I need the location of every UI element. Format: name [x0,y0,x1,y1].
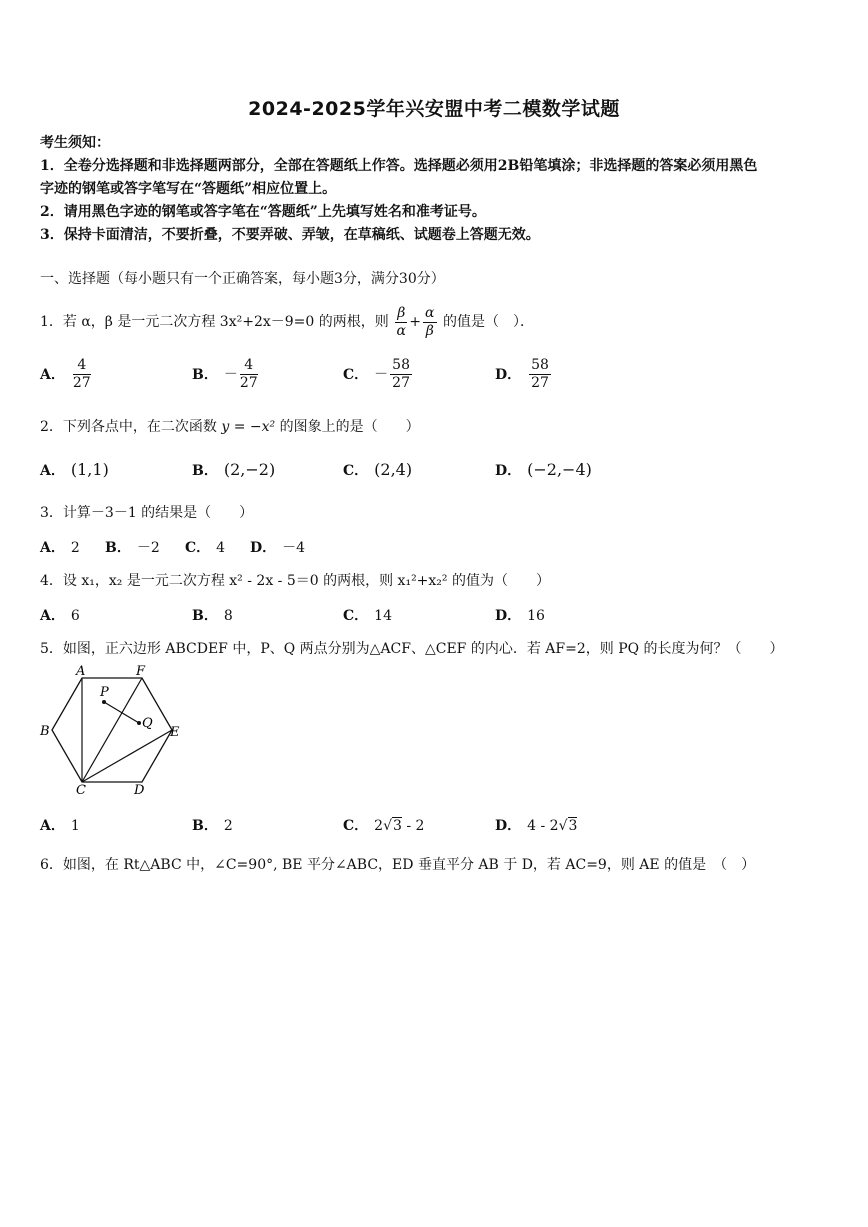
label-q: Q [142,716,153,731]
question-1: 1．若 α，β 是一元二次方程 3x²+2x－9=0 的两根，则 $\frac{\beta}{\alpha}$ + $\frac{\alpha}{\beta}$ 的值是（ ）． [40,304,534,339]
q4-option-b: B． 8 [192,608,233,624]
q4-option-a: A． 6 [40,608,80,624]
q3-option-b: B． －2 [105,540,160,556]
q5-option-a: A． 1 [40,818,80,834]
question-3: 3．计算－3－1 的结果是（ ） [40,505,254,521]
notice-item-3: 3．保持卡面清洁，不要折叠，不要弄破、弄皱，在草稿纸、试题卷上答题无效。 [40,227,540,243]
question-6: 6．如图，在 Rt△ABC 中，∠C=90°, BE 平分∠ABC，ED 垂直平分 AB 于 D，若 AC=9，则 AE 的值是 （ ） [40,857,756,873]
notice-heading: 考生须知： [40,135,110,151]
q1-option-b: B． － $\frac{4}{27}$ [192,357,258,391]
q4-option-d: D． 16 [495,608,545,624]
question-1-prefix: 1．若 α，β 是一元二次方程 3x²+2x－9=0 的两根，则 [40,314,389,330]
label-f: F [136,664,146,679]
segment-cf [82,678,142,782]
segment-pq [104,702,139,723]
q3-option-a: A． 2 [40,540,80,556]
notice-item-2: 2．请用黑色字迹的钢笔或答字笔在“答题纸”上先填写姓名和准考证号。 [40,204,486,220]
q2-option-a: A． (1,1) [40,460,109,479]
q2-option-d: D． (−2,−4) [495,460,592,479]
q2-option-c: C． (2,4) [343,460,413,479]
question-2: 2．下列各点中，在二次函数 y = −x² 的图象上的是（ ） [40,419,420,435]
label-e: E [170,725,180,740]
hexagon-figure [36,662,186,797]
q5-option-b: B． 2 [192,818,233,834]
question-1-suffix: 的值是（ ）． [442,314,534,330]
q1-option-c: C． － $\frac{58}{27}$ [343,357,410,391]
q3-option-c: C． 4 [185,540,226,556]
q2-option-b: B． (2,−2) [192,460,276,479]
q1-option-d: D． $\frac{58}{27}$ [495,357,549,391]
notice-item-1-cont: 字迹的钢笔或答字笔写在“答题纸”相应位置上。 [40,181,337,197]
sqrt-symbol: √ [558,818,568,834]
question-4: 4．设 x₁，x₂ 是一元二次方程 x² - 2x - 5＝0 的两根，则 x₁²+x₂² 的值为（ ） [40,573,550,589]
notice-item-1: 1．全卷分选择题和非选择题两部分，全部在答题纸上作答。选择题必须用2B铅笔填涂；非选择题的答案必须用黑色 [40,158,758,174]
label-c: C [76,783,86,797]
point-q [137,721,141,725]
q1-option-a: A． $\frac{4}{27}$ [40,357,91,391]
page-title: 2024-2025学年兴安盟中考二模数学试题 [248,98,620,120]
label-d: D [134,783,145,797]
quadratic-function: y = −x² [221,419,276,435]
segment-ce [82,730,172,782]
question-5: 5．如图，正六边形 ABCDEF 中，P、Q 两点分别为△ACF、△CEF 的内心．若 AF=2，则 PQ 的长度为何？（ ） [40,641,784,657]
q5-option-d: D． 4 - 2√3 [495,818,578,834]
sqrt-symbol: √ [383,818,392,834]
label-b: B [40,724,50,739]
point-p [102,700,106,704]
label-p: P [100,685,109,700]
q4-option-c: C． 14 [343,608,392,624]
section-heading: 一、选择题（每小题只有一个正确答案，每小题3分，满分30分） [40,271,445,287]
label-a: A [76,664,86,679]
fraction-alpha-over-beta: $\frac{\alpha}{\beta}$ [425,304,435,339]
fraction-beta-over-alpha: $\frac{\beta}{\alpha}$ [396,304,406,339]
q5-option-c: C． 2√3 - 2 [343,818,425,834]
q3-option-d: D． －4 [250,540,306,556]
